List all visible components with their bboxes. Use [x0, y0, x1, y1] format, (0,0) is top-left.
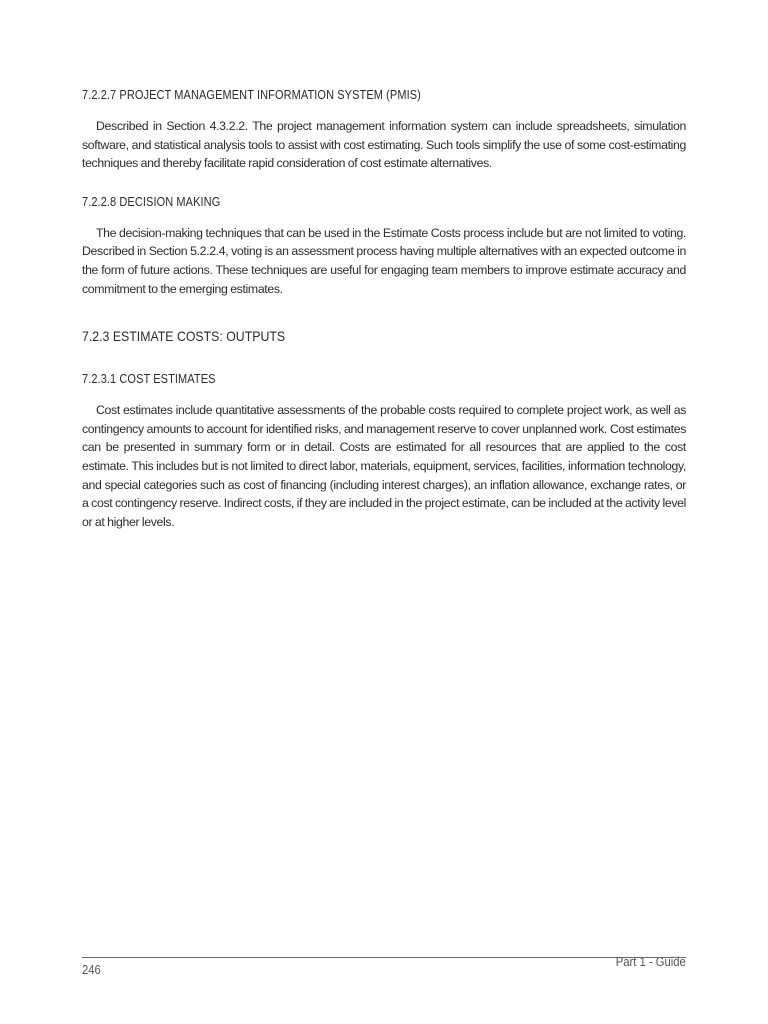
footer-page-number: 246	[82, 963, 101, 977]
page-content	[82, 88, 686, 553]
paragraph-pmis: Described in Section 4.3.2.2. The project management information system can include spreadsheets, simulation software, and statistical analysis tools to assist with cost estimating. Such tools simplify the use of some cost-estimating techniques and thereby facilitate rapid consideration of cost estimate alternatives.	[82, 119, 686, 171]
paragraph-cost-estimates: Cost estimates include quantitative assessments of the probable costs required to complete project work, as well as contingency amounts to account for identified risks, and management reserve to cover unplanned work. Cost estimates can be presented in summary form or in detail. Costs are estimated for all resources that are applied to the cost estimate. This includes but is not limited to direct labor, materials, equipment, services, facilities, information technology, and special categories such as cost of financing (including interest charges), an inflation allowance, exchange rates, or a cost contingency reserve. Indirect costs, if they are included in the project estimate, can be included at the activity level or at higher levels.	[82, 403, 686, 529]
heading-7-2-2-7: 7.2.2.7 PROJECT MANAGEMENT INFORMATION SYSTEM (PMIS)	[82, 88, 421, 102]
heading-7-2-2-8: 7.2.2.8 DECISION MAKING	[82, 194, 221, 209]
spacer	[82, 320, 686, 328]
heading-7-2-3-1: 7.2.3.1 COST ESTIMATES	[82, 372, 216, 387]
footer-divider	[82, 957, 686, 958]
heading-7-2-3: 7.2.3 ESTIMATE COSTS: OUTPUTS	[82, 328, 286, 345]
paragraph-decision-making: The decision-making techniques that can be used in the Estimate Costs process include but are not limited to voting. Described in Section 5.2.2.4, voting is an assessment process having multiple alternatives with an expected outcome in the form of future actions. These techniques are useful for engaging team members to improve estimate accuracy and commitment to the emerging estimates.	[82, 225, 686, 296]
footer-part-label: Part 1 - Guide	[615, 955, 686, 969]
